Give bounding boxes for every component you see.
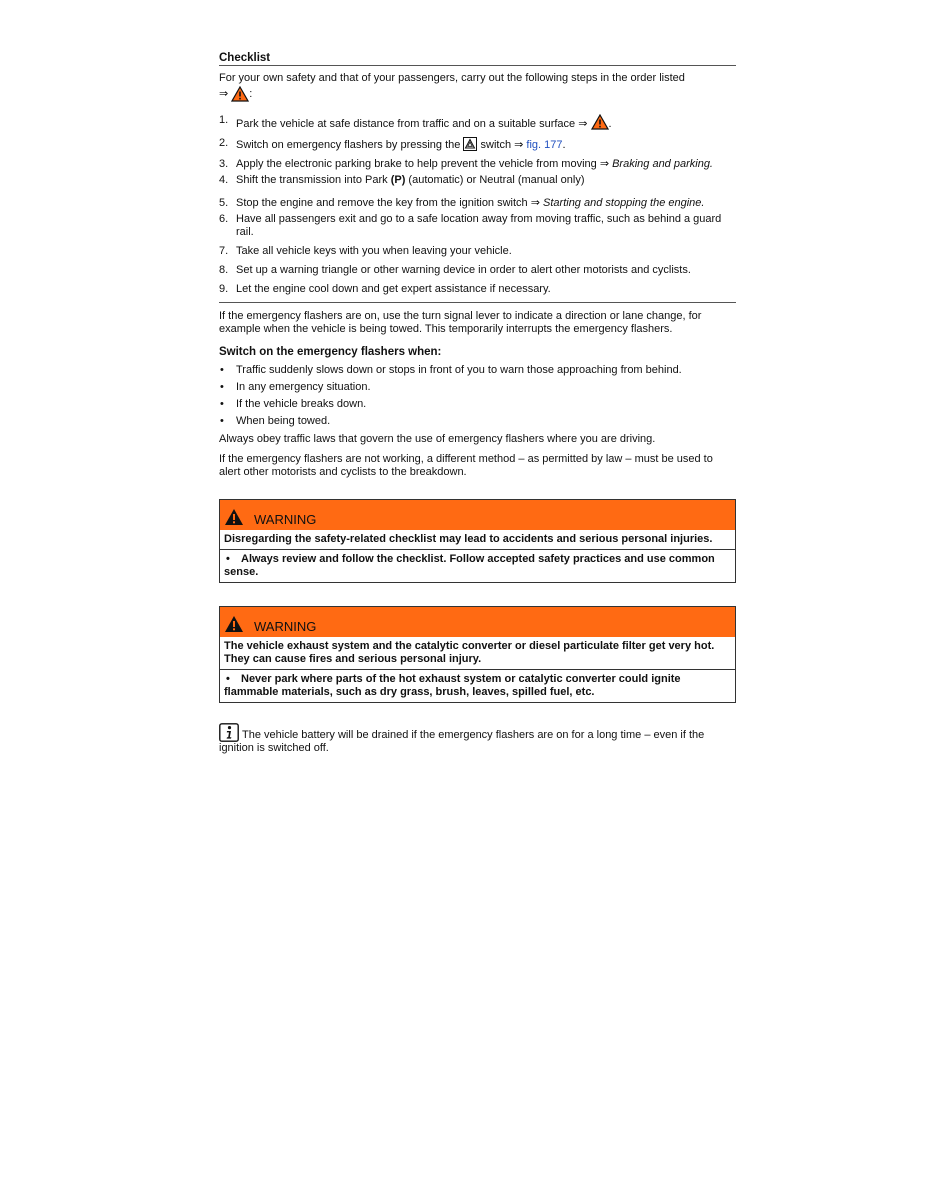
warning-triangle-icon	[224, 508, 244, 526]
warning-box	[219, 499, 736, 583]
warning-triangle-icon	[231, 86, 249, 102]
info-note: The vehicle battery will be drained if the emergency flashers are on for a long time – even if the ignition is switched off.	[219, 723, 736, 755]
list-item: • In any emergency situation.	[220, 381, 371, 393]
hazard-switch-icon	[463, 137, 477, 151]
warning-header	[220, 500, 735, 530]
checklist-intro: For your own safety and that of your passengers, carry out the following steps in the order listed ⇒ :	[219, 72, 736, 102]
list-item: • When being towed.	[220, 415, 331, 427]
list-item: 5. Stop the engine and remove the key from the ignition switch ⇒ Starting and stopping the engine.	[219, 197, 705, 209]
checklist-steps	[219, 114, 736, 296]
warning-bullet: • Always review and follow the checklist. Follow accepted safety practices and use common sense.	[224, 553, 715, 578]
fig-177-link[interactable]: fig. 177	[526, 139, 563, 151]
checklist-heading: Checklist	[219, 52, 736, 66]
traffic-laws-note: Always obey traffic laws that govern the use of emergency flashers where you are driving.	[219, 433, 656, 445]
warning-title: WARNING	[254, 512, 317, 527]
switch-on-heading: Switch on the emergency flashers when:	[219, 346, 442, 358]
list-item: 3. Apply the electronic parking brake to help prevent the vehicle from moving ⇒ Braking and parking.	[219, 158, 713, 170]
warning-title: WARNING	[254, 619, 317, 634]
list-item: 8. Set up a warning triangle or other warning device in order to alert other motorists and cyclists.	[219, 264, 691, 276]
divider	[219, 302, 736, 303]
list-item: • If the vehicle breaks down.	[220, 398, 367, 410]
warning-triangle-icon	[591, 114, 609, 130]
divider	[220, 549, 735, 550]
warning-lead: Disregarding the safety-related checklist may lead to accidents and serious personal injuries.	[224, 533, 713, 545]
list-item: • Traffic suddenly slows down or stops in front of you to warn those approaching from behind.	[220, 364, 682, 376]
starting-stopping-engine-ref[interactable]: Starting and stopping the engine.	[543, 197, 705, 209]
warning-lead: The vehicle exhaust system and the catalytic converter or diesel particulate filter get very hot. They can cause fires and serious personal injury.	[224, 640, 715, 665]
switch-on-list	[219, 364, 736, 428]
warning-header	[220, 607, 735, 637]
warning-triangle-icon	[224, 615, 244, 633]
turn-signal-note: If the emergency flashers are on, use the turn signal lever to indicate a direction or lane change, for example when the vehicle is being towed. This temporarily interrupts the emergency flashers.	[219, 310, 702, 335]
list-item: 2. Switch on emergency flashers by pressing the switch ⇒ fig. 177.	[219, 137, 566, 151]
divider	[220, 669, 735, 670]
warning-bullet: • Never park where parts of the hot exhaust system or catalytic converter could ignite flammable materials, such as dry grass, brush, leaves, spilled fuel, etc.	[224, 673, 681, 698]
list-item: 9. Let the engine cool down and get expert assistance if necessary.	[219, 283, 551, 295]
info-icon	[219, 723, 239, 742]
not-working-note: If the emergency flashers are not working, a different method – as permitted by law – must be used to alert other motorists and cyclists to the breakdown.	[219, 453, 713, 478]
list-item: 7. Take all vehicle keys with you when leaving your vehicle.	[219, 245, 512, 257]
warning-box	[219, 606, 736, 703]
list-item: 6. Have all passengers exit and go to a safe location away from moving traffic, such as behind a guard rail.	[219, 213, 722, 238]
braking-and-parking-ref[interactable]: Braking and parking.	[612, 158, 713, 170]
list-item: 1. Park the vehicle at safe distance from traffic and on a suitable surface ⇒ .	[219, 114, 612, 130]
list-item: 4. Shift the transmission into Park (P) (automatic) or Neutral (manual only)	[219, 174, 585, 186]
page-content	[219, 52, 736, 755]
